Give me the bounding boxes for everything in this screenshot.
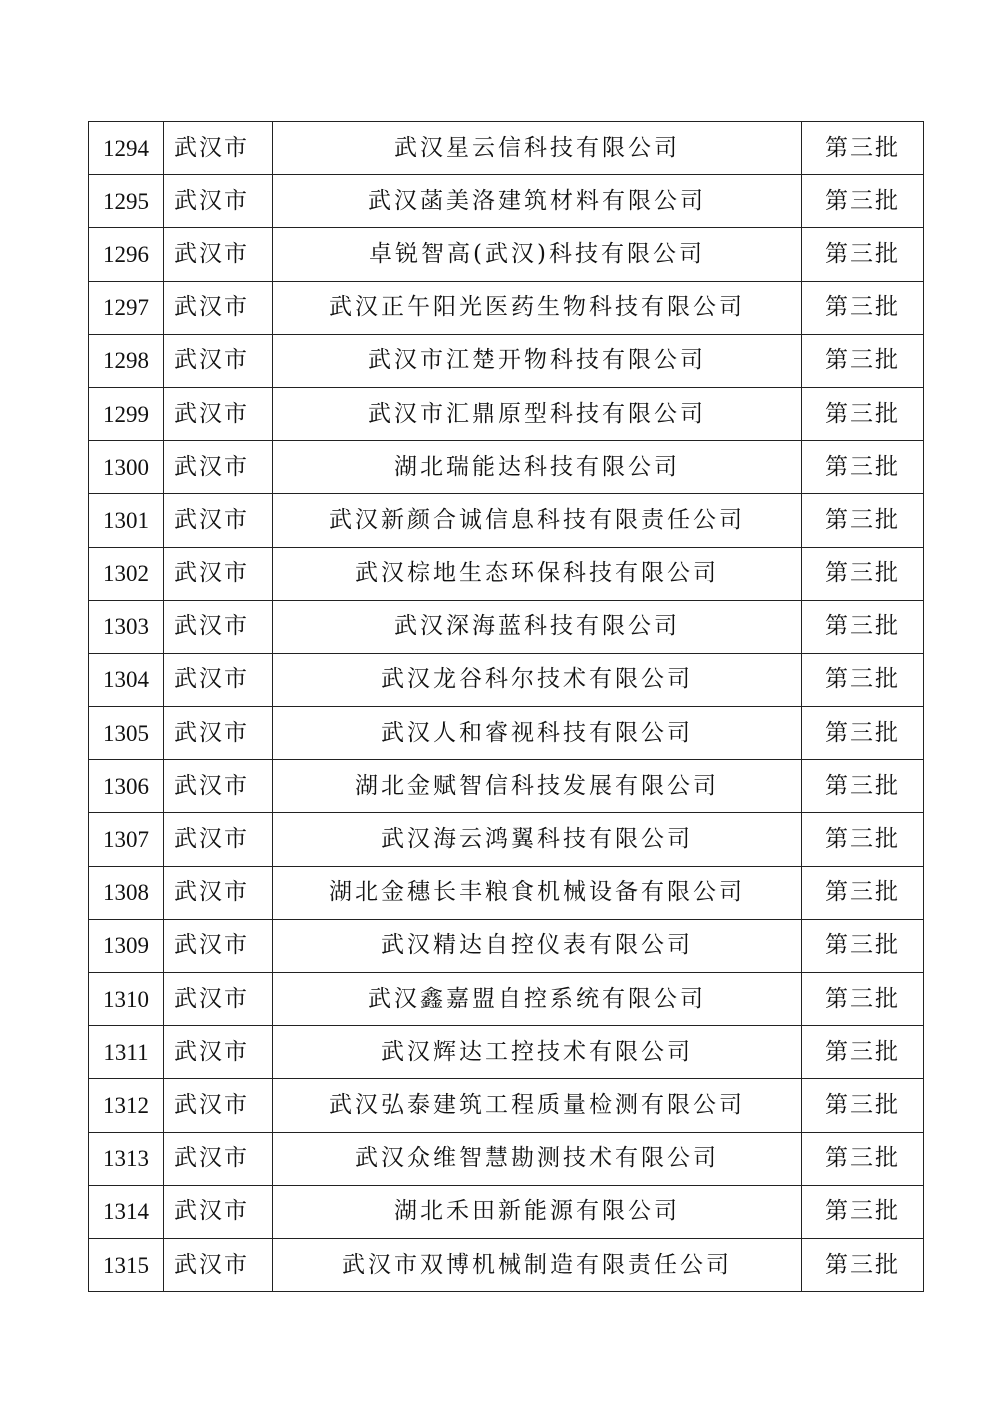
company-name-cell: 武汉龙谷科尔技术有限公司 xyxy=(273,653,802,706)
batch-cell: 第三批 xyxy=(802,494,924,547)
table-row xyxy=(89,1132,924,1185)
row-number-cell: 1296 xyxy=(89,228,164,281)
city-cell: 武汉市 xyxy=(164,334,273,387)
row-number-cell: 1295 xyxy=(89,175,164,228)
company-name-cell: 武汉市双博机械制造有限责任公司 xyxy=(273,1238,802,1291)
city-cell: 武汉市 xyxy=(164,494,273,547)
row-number-cell: 1311 xyxy=(89,1026,164,1079)
row-number-cell: 1304 xyxy=(89,653,164,706)
table-row xyxy=(89,813,924,866)
company-name-cell: 武汉深海蓝科技有限公司 xyxy=(273,600,802,653)
batch-cell: 第三批 xyxy=(802,1026,924,1079)
table-body xyxy=(89,122,924,1292)
row-number-cell: 1294 xyxy=(89,122,164,175)
row-number-cell: 1307 xyxy=(89,813,164,866)
company-name-cell: 武汉新颜合诚信息科技有限责任公司 xyxy=(273,494,802,547)
batch-cell: 第三批 xyxy=(802,973,924,1026)
city-cell: 武汉市 xyxy=(164,919,273,972)
row-number-cell: 1312 xyxy=(89,1079,164,1132)
city-cell: 武汉市 xyxy=(164,122,273,175)
batch-cell: 第三批 xyxy=(802,1132,924,1185)
city-cell: 武汉市 xyxy=(164,547,273,600)
row-number-cell: 1315 xyxy=(89,1238,164,1291)
table-row xyxy=(89,600,924,653)
batch-cell: 第三批 xyxy=(802,653,924,706)
batch-cell: 第三批 xyxy=(802,547,924,600)
company-name-cell: 卓锐智高(武汉)科技有限公司 xyxy=(273,228,802,281)
city-cell: 武汉市 xyxy=(164,653,273,706)
company-name-cell: 武汉市汇鼎原型科技有限公司 xyxy=(273,387,802,440)
city-cell: 武汉市 xyxy=(164,1132,273,1185)
table-row xyxy=(89,1185,924,1238)
city-cell: 武汉市 xyxy=(164,600,273,653)
batch-cell: 第三批 xyxy=(802,866,924,919)
company-name-cell: 湖北禾田新能源有限公司 xyxy=(273,1185,802,1238)
table-row xyxy=(89,281,924,334)
row-number-cell: 1297 xyxy=(89,281,164,334)
company-name-cell: 湖北金赋智信科技发展有限公司 xyxy=(273,760,802,813)
row-number-cell: 1308 xyxy=(89,866,164,919)
city-cell: 武汉市 xyxy=(164,1026,273,1079)
batch-cell: 第三批 xyxy=(802,387,924,440)
table-row xyxy=(89,334,924,387)
row-number-cell: 1300 xyxy=(89,441,164,494)
city-cell: 武汉市 xyxy=(164,1079,273,1132)
batch-cell: 第三批 xyxy=(802,228,924,281)
row-number-cell: 1313 xyxy=(89,1132,164,1185)
batch-cell: 第三批 xyxy=(802,919,924,972)
company-name-cell: 武汉星云信科技有限公司 xyxy=(273,122,802,175)
city-cell: 武汉市 xyxy=(164,760,273,813)
row-number-cell: 1302 xyxy=(89,547,164,600)
row-number-cell: 1314 xyxy=(89,1185,164,1238)
table-row xyxy=(89,122,924,175)
city-cell: 武汉市 xyxy=(164,387,273,440)
city-cell: 武汉市 xyxy=(164,707,273,760)
city-cell: 武汉市 xyxy=(164,866,273,919)
company-name-cell: 武汉市江楚开物科技有限公司 xyxy=(273,334,802,387)
city-cell: 武汉市 xyxy=(164,228,273,281)
table-row xyxy=(89,441,924,494)
city-cell: 武汉市 xyxy=(164,1238,273,1291)
table-row xyxy=(89,760,924,813)
batch-cell: 第三批 xyxy=(802,334,924,387)
table-row xyxy=(89,973,924,1026)
company-name-cell: 湖北瑞能达科技有限公司 xyxy=(273,441,802,494)
batch-cell: 第三批 xyxy=(802,707,924,760)
company-name-cell: 湖北金穗长丰粮食机械设备有限公司 xyxy=(273,866,802,919)
batch-cell: 第三批 xyxy=(802,600,924,653)
row-number-cell: 1310 xyxy=(89,973,164,1026)
batch-cell: 第三批 xyxy=(802,441,924,494)
row-number-cell: 1303 xyxy=(89,600,164,653)
table-row xyxy=(89,494,924,547)
company-list-table xyxy=(88,121,924,1292)
company-name-cell: 武汉菡美洛建筑材料有限公司 xyxy=(273,175,802,228)
table-row xyxy=(89,653,924,706)
table-row xyxy=(89,228,924,281)
batch-cell: 第三批 xyxy=(802,175,924,228)
company-name-cell: 武汉众维智慧勘测技术有限公司 xyxy=(273,1132,802,1185)
row-number-cell: 1301 xyxy=(89,494,164,547)
company-name-cell: 武汉棕地生态环保科技有限公司 xyxy=(273,547,802,600)
batch-cell: 第三批 xyxy=(802,122,924,175)
table-row xyxy=(89,1238,924,1291)
city-cell: 武汉市 xyxy=(164,813,273,866)
batch-cell: 第三批 xyxy=(802,281,924,334)
table-row xyxy=(89,866,924,919)
city-cell: 武汉市 xyxy=(164,441,273,494)
batch-cell: 第三批 xyxy=(802,1238,924,1291)
row-number-cell: 1306 xyxy=(89,760,164,813)
row-number-cell: 1298 xyxy=(89,334,164,387)
company-name-cell: 武汉精达自控仪表有限公司 xyxy=(273,919,802,972)
row-number-cell: 1305 xyxy=(89,707,164,760)
company-name-cell: 武汉正午阳光医药生物科技有限公司 xyxy=(273,281,802,334)
city-cell: 武汉市 xyxy=(164,281,273,334)
company-name-cell: 武汉辉达工控技术有限公司 xyxy=(273,1026,802,1079)
table-row xyxy=(89,175,924,228)
batch-cell: 第三批 xyxy=(802,760,924,813)
city-cell: 武汉市 xyxy=(164,973,273,1026)
company-name-cell: 武汉鑫嘉盟自控系统有限公司 xyxy=(273,973,802,1026)
city-cell: 武汉市 xyxy=(164,175,273,228)
row-number-cell: 1299 xyxy=(89,387,164,440)
company-name-cell: 武汉人和睿视科技有限公司 xyxy=(273,707,802,760)
batch-cell: 第三批 xyxy=(802,1079,924,1132)
table-row xyxy=(89,387,924,440)
table-row xyxy=(89,547,924,600)
city-cell: 武汉市 xyxy=(164,1185,273,1238)
table-row xyxy=(89,1026,924,1079)
table-row xyxy=(89,1079,924,1132)
table-row xyxy=(89,707,924,760)
batch-cell: 第三批 xyxy=(802,813,924,866)
table-row xyxy=(89,919,924,972)
company-name-cell: 武汉弘泰建筑工程质量检测有限公司 xyxy=(273,1079,802,1132)
batch-cell: 第三批 xyxy=(802,1185,924,1238)
row-number-cell: 1309 xyxy=(89,919,164,972)
company-name-cell: 武汉海云鸿翼科技有限公司 xyxy=(273,813,802,866)
